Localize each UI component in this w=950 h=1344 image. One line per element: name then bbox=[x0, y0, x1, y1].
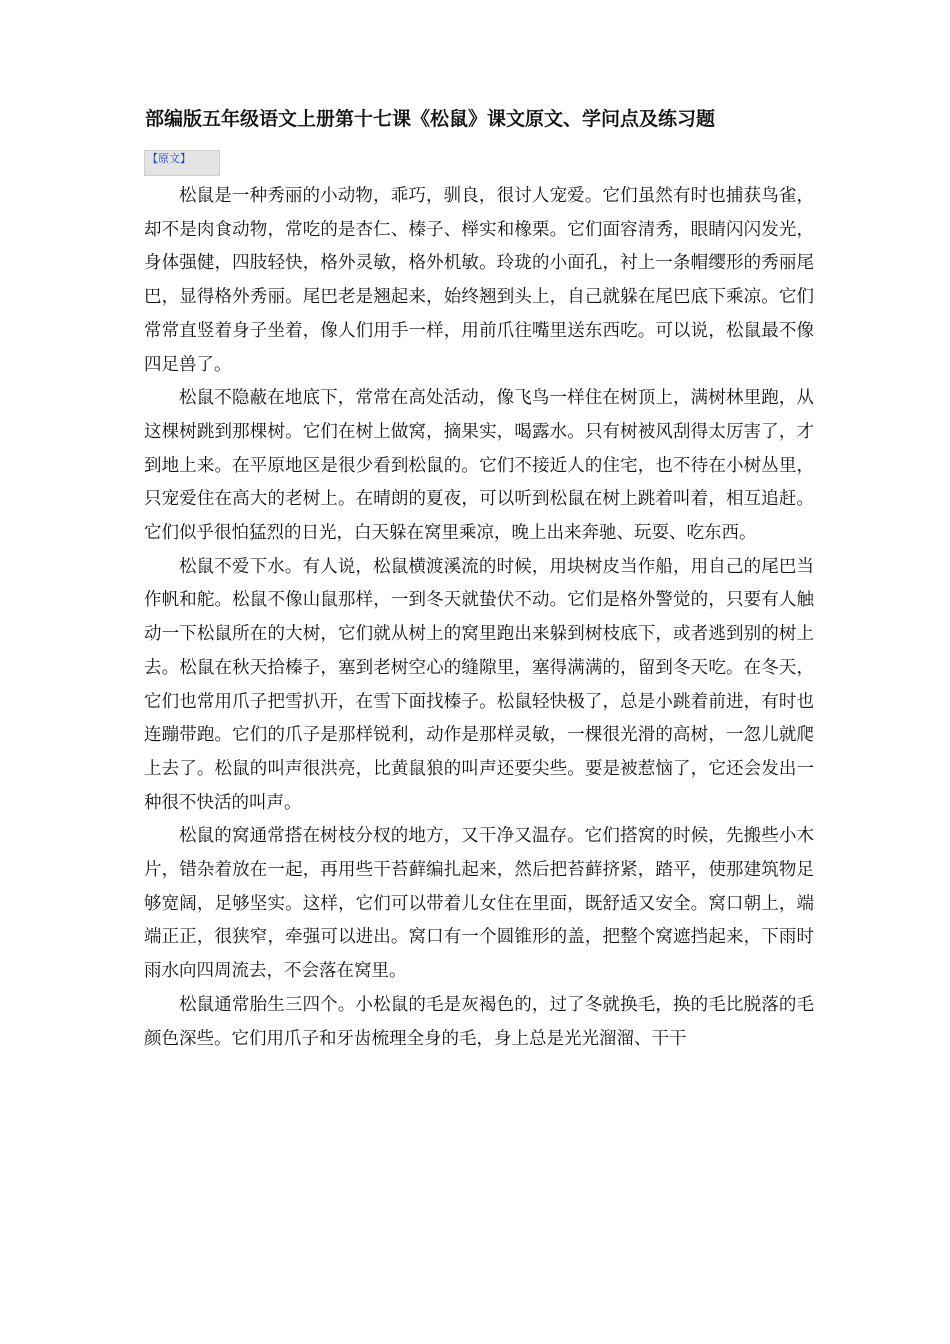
paragraph: 松鼠通常胎生三四个。小松鼠的毛是灰褐色的，过了冬就换毛，换的毛比脱落的毛颜色深些。它们用爪子和牙齿梳理全身的毛，身上总是光光溜溜、干干 bbox=[144, 994, 814, 1049]
paragraph: 松鼠不隐蔽在地底下，常常在高处活动，像飞鸟一样住在树顶上，满树林里跑，从这棵树跳到那棵树。它们在树上做窝，摘果实，喝露水。只有树被风刮得太厉害了，才到地上来。在平原地区是很少看到松鼠的。它们不接近人的住宅，也不待在小树丛里，只宠爱住在高大的老树上。在晴朗的夏夜，可以听到松鼠在树上跳着叫着，相互追赶。它们似乎很怕猛烈的日光，白天躲在窝里乘凉，晚上出来奔驰、玩耍、吃东西。 bbox=[144, 388, 814, 544]
section-tag-original-text: 【原文】 bbox=[144, 150, 220, 176]
paragraph: 松鼠的窝通常搭在树枝分杈的地方，又干净又温存。它们搭窝的时候，先搬些小木片，错杂着放在一起，再用些干苔藓编扎起来，然后把苔藓挤紧，踏平，使那建筑物足够宽阔，足够坚实。这样，它们可以带着儿女住在里面，既舒适又安全。窝口朝上，端端正正，很狭窄，牵强可以进出。窝口有一个圆锥形的盖，把整个窝遮挡起来，下雨时雨水向四周流去，不会落在窝里。 bbox=[144, 826, 814, 982]
document-body bbox=[144, 180, 814, 1056]
paragraph: 松鼠是一种秀丽的小动物，乖巧，驯良，很讨人宠爱。它们虽然有时也捕获鸟雀，却不是肉食动物，常吃的是杏仁、榛子、榉实和橡栗。它们面容清秀，眼睛闪闪发光，身体强健，四肢轻快，格外灵敏，格外机敏。玲珑的小面孔，衬上一条帽缨形的秀丽尾巴，显得格外秀丽。尾巴老是翘起来，始终翘到头上，自己就躲在尾巴底下乘凉。它们常常直竖着身子坐着，像人们用手一样，用前爪往嘴里送东西吃。可以说，松鼠最不像四足兽了。 bbox=[144, 186, 814, 375]
paragraph: 松鼠不爱下水。有人说，松鼠横渡溪流的时候，用块树皮当作船，用自己的尾巴当作帆和舵。松鼠不像山鼠那样，一到冬天就蛰伏不动。它们是格外警觉的，只要有人触动一下松鼠所在的大树，它们就从树上的窝里跑出来躲到树枝底下，或者逃到别的树上去。松鼠在秋天拾榛子，塞到老树空心的缝隙里，塞得满满的，留到冬天吃。在冬天，它们也常用爪子把雪扒开，在雪下面找榛子。松鼠轻快极了，总是小跳着前进，有时也连蹦带跑。它们的爪子是那样锐利，动作是那样灵敏，一棵很光滑的高树，一忽儿就爬上去了。松鼠的叫声很洪亮，比黄鼠狼的叫声还要尖些。要是被惹恼了，它还会发出一种很不快活的叫声。 bbox=[144, 556, 814, 813]
document-title: 部编版五年级语文上册第十七课《松鼠》课文原文、学问点及练习题 bbox=[145, 108, 716, 130]
